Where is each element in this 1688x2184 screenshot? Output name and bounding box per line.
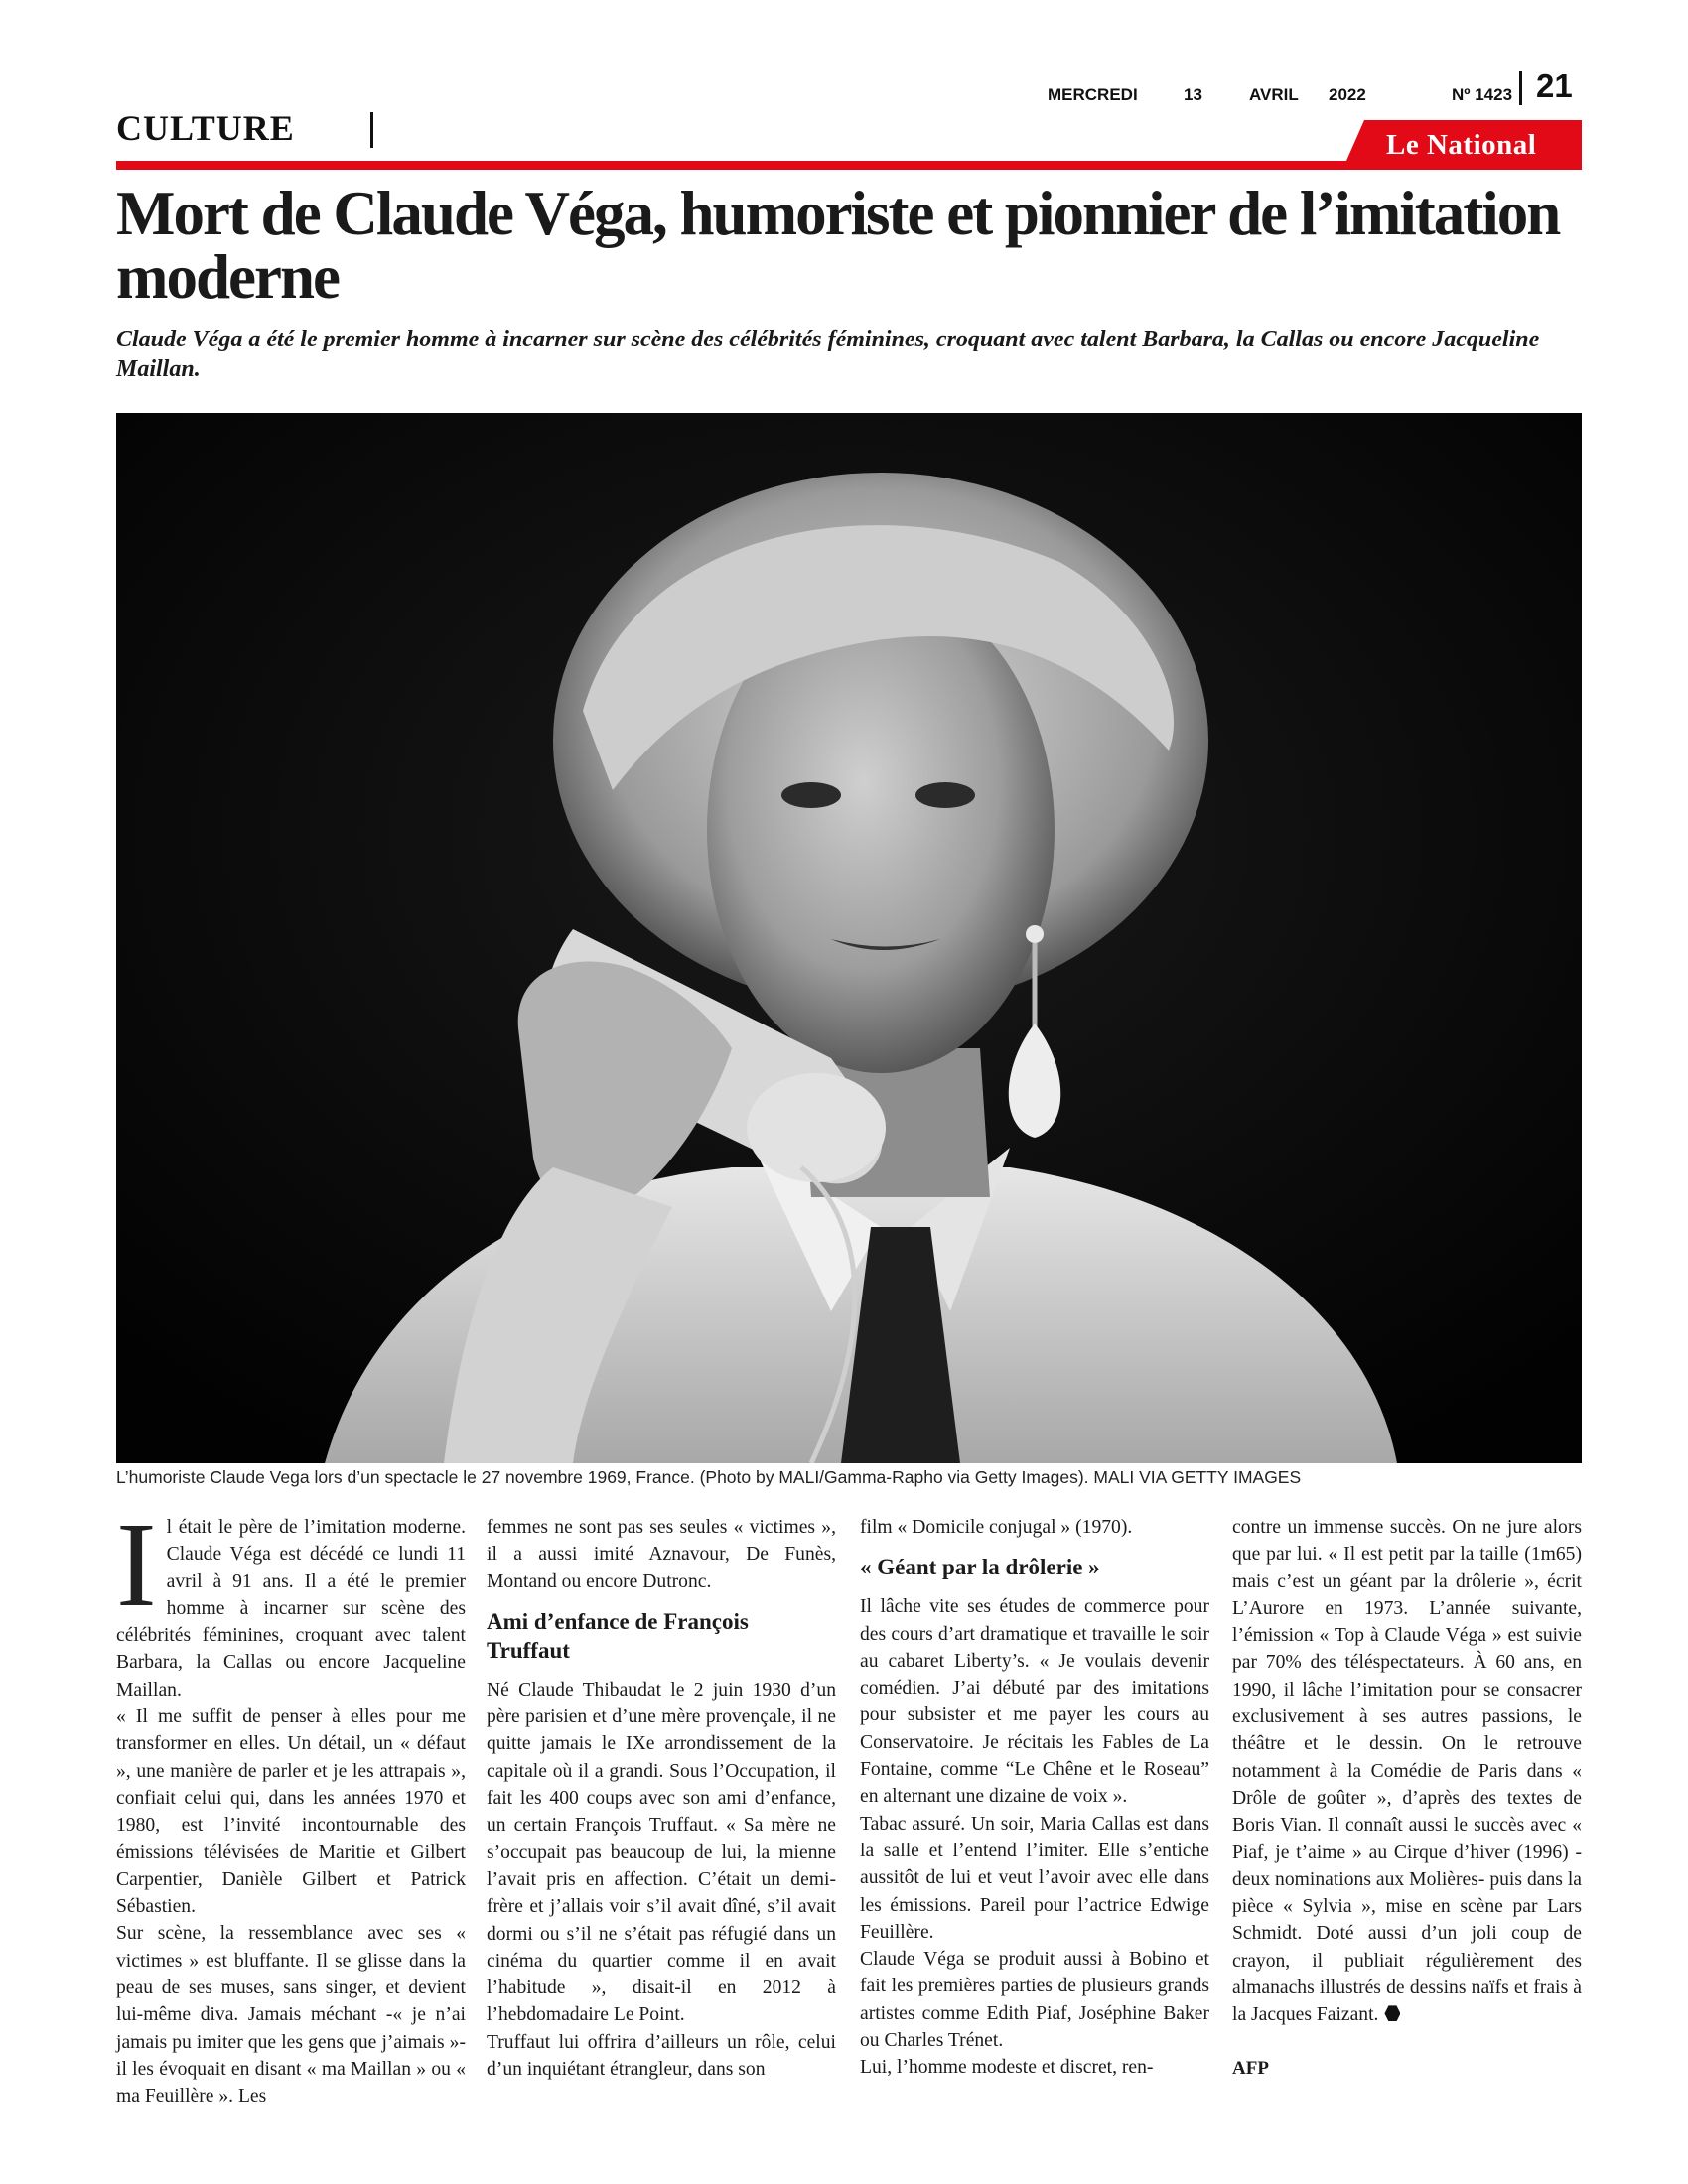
brand-name: Le National: [1386, 129, 1537, 161]
article-paragraph: femmes ne sont pas ses seules « victimes », il a aussi imité Aznavour, De Funès, Montand ou encore Dutronc.: [487, 1517, 836, 1592]
article-paragraph: Claude Véga se produit aussi à Bobino et fait les premières parties de plusieurs grands artistes comme Edith Piaf, Joséphine Baker ou Charles Trénet.: [860, 1949, 1209, 2052]
article-paragraph: « Il me suffit de penser à elles pour me transformer en elles. Un détail, un « défaut », une manière de parler et je les attrapais », confiait celui qui, dans les années 1970 et 1980, est l’invité incontournable des émissions télévisées de Maritie et Gilbert Carpentier, Danièle Gilbert et Patrick Sébastien.: [116, 1706, 466, 1918]
section-label: CULTURE: [116, 108, 295, 148]
section-divider: [370, 112, 373, 148]
article-subheading: Ami d’enfance de François Truffaut: [487, 1608, 749, 1663]
article-byline: AFP: [1232, 2057, 1269, 2079]
article-headline: Mort de Claude Véga, humoriste et pionnier de l’imitation moderne: [116, 179, 1560, 312]
article-paragraph: contre un immense succès. On ne jure alors que par lui. « Il est petit par la taille (1m65) mais c’est un géant par la drôlerie », écrit L’Aurore en 1973. L’année suivante, l’émission « Top à Claude Véga » est suivie par 70% des téléspectateurs. À 60 ans, en 1990, il lâche l’imitation pour se consacrer exclusivement à ses autres passions, le théâtre et le dessin. On le retrouve notamment à la Comédie de Paris dans « Drôle de goûter », d’après des textes de Boris Vian. Il connaît aussi le succès avec « Piaf, je t’aime » au Cirque d’hiver (1996) -deux nominations aux Molières- puis dans la pièce « Sylvia », mise en scène par Lars Schmidt. Doté aussi d’un joli coup de crayon, il publiait régulièrement des almanachs illustrés de dessins naïfs et frais à la Jacques Faizant.: [1232, 1517, 1582, 2026]
date-day: 13: [1184, 85, 1202, 104]
photo-illustration: [116, 413, 1582, 1463]
article-column-4: [1232, 1514, 1582, 2082]
article-paragraph: Lui, l’homme modeste et discret, ren-: [860, 2057, 1154, 2079]
article-paragraph: Il était le père de l’imitation moderne. Claude Véga est décédé ce lundi 11 avril à 91 ans. Il a été le premier homme à incarner sur scène des célébrités féminines, croquant avec talent Barbara, la Callas ou encore Jacqueline Maillan.: [116, 1498, 466, 1701]
article-paragraph: Truffaut lui offrira d’ailleurs un rôle, celui d’un inquiétant étrangleur, dans son: [487, 2031, 836, 2081]
issue-number: Nº 1423: [1452, 85, 1513, 104]
date-year: 2022: [1329, 85, 1366, 104]
page-number: 21: [1536, 68, 1573, 104]
photo-caption: L’humoriste Claude Vega lors d’un spectacle le 27 novembre 1969, France. (Photo by MALI/Gamma-Rapho via Getty Images). MALI VIA GETTY IMAGES: [116, 1467, 1302, 1487]
article-paragraph: Né Claude Thibaudat le 2 juin 1930 d’un père parisien et d’une mère provençale, il ne quitte jamais le IXe arrondissement de la capitale où il a grandi. Sous l’Occupation, il fait les 400 coups avec son ami d’enfance, un certain François Truffaut. « Sa mère ne s’occupait pas beaucoup de lui, la mienne l’avait pris en affection. C’était un demi-frère et j’allais voir s’il avait dîné, s’il avait dormi ou s’il ne s’était pas réfugié dans un cinéma du quartier comme il en avait l’habitude », disait-il en 2012 à l’hebdomadaire Le Point.: [487, 1679, 836, 2026]
header-rule: [116, 161, 1582, 170]
article-column-1: [116, 1498, 466, 2111]
article-photo: [116, 413, 1582, 1463]
page-divider: [1519, 71, 1522, 105]
article-paragraph: film « Domicile conjugal » (1970).: [860, 1517, 1133, 1538]
drop-cap: I: [116, 1498, 157, 1632]
article-paragraph: Sur scène, la ressemblance avec ses « victimes » est bluffante. Il se glisse dans la peau de ses muses, sans singer, et devient lui-même diva. Jamais méchant -« je n’ai jamais pu imiter que les gens que j’aimais »- il les évoquait en disant « ma Maillan » ou « ma Feuillère ». Les: [116, 1923, 466, 2108]
article-paragraph: Il lâche vite ses études de commerce pour des cours d’art dramatique et travaille le soir au cabaret Liberty’s. « Je voulais devenir comédien. J’ai débuté par des imitations pour subsister et me payer les cours au Conservatoire. Je récitais les Fables de La Fontaine, comme “Le Chêne et le Roseau” en alternant une dizaine de voix ».: [860, 1596, 1209, 1808]
end-of-article-icon: [1384, 2005, 1400, 2021]
article-paragraph: Tabac assuré. Un soir, Maria Callas est dans la salle et l’entend l’imiter. Elle s’entiche aussitôt de lui et veut l’avoir avec elle dans les émissions. Pareil pour l’actrice Edwige Feuillère.: [860, 1813, 1209, 1943]
article-standfirst: Claude Véga a été le premier homme à incarner sur scène des célébrités féminines, croquant avec talent Barbara, la Callas ou encore Jacqueline Maillan.: [116, 327, 1540, 382]
date-month: AVRIL: [1249, 85, 1299, 104]
article-column-2: [487, 1514, 836, 2083]
date-weekday: MERCREDI: [1048, 85, 1138, 104]
article-subheading: « Géant par la drôlerie »: [860, 1555, 1100, 1580]
article-column-3: [860, 1514, 1209, 2082]
